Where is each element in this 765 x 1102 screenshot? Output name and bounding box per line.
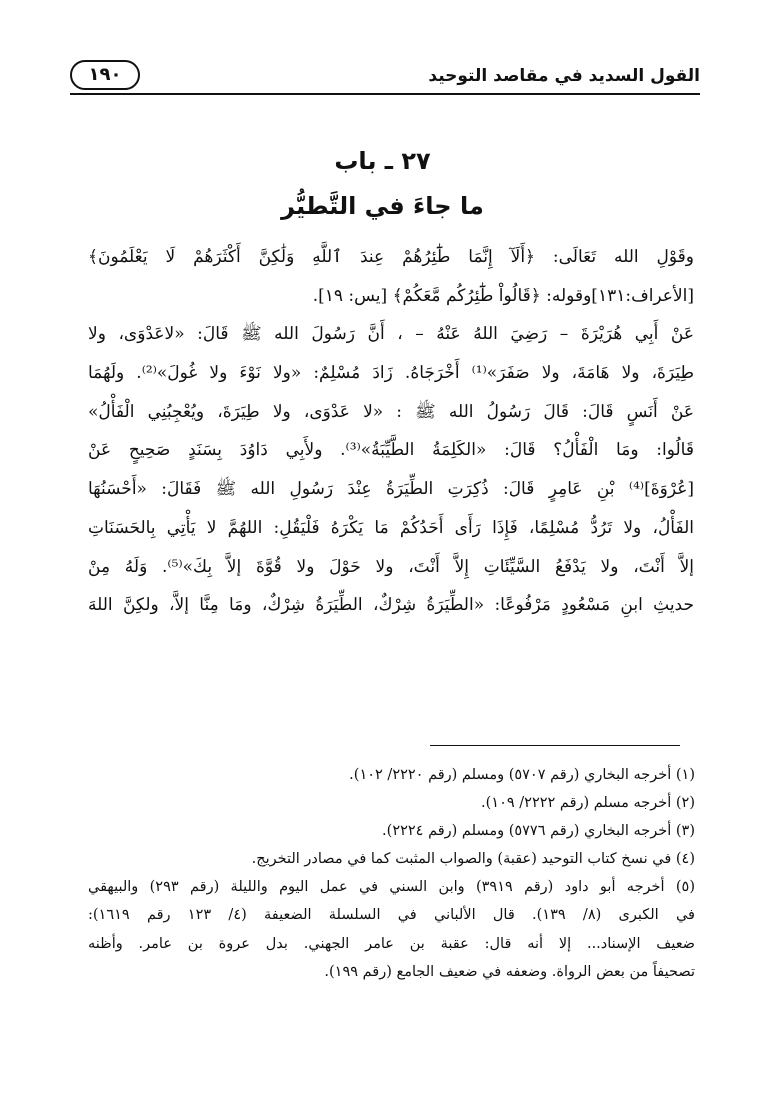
footnotes — [88, 761, 695, 986]
footnote-line: (٤) في نسخ كتاب التوحيد (عقبة) والصواب المثبت كما في مصادر التخريج. — [251, 851, 695, 868]
text-line: [عُرْوَةَ]⁽⁴⁾ بْنِ عَامِرٍ قَالَ: ذُكِرَتِ الطِّيَرَةُ عِنْدَ رَسُولِ الله ﷺ فَقَالَ: «أَحْسَنُهَا — [88, 479, 694, 500]
footnote-line: (٥) أخرجه أبو داود (رقم ٣٩١٩) وابن السني في عمل اليوم والليلة (رقم ٢٩٣) والبيهقي — [88, 879, 695, 896]
chapter-title: ما جاءَ في التَّطيُّر — [281, 192, 484, 220]
footnote-line: (٣) أخرجه البخاري (رقم ٥٧٧٦) ومسلم (رقم ٢٢٢٤). — [382, 823, 695, 840]
text-line: طِيَرَةَ، ولا هَامَةَ، ولا صَفَرَ»⁽¹⁾ أَخْرَجَاهُ. زَادَ مُسْلِمٌ: «ولا نَوْءَ ولا غُولَ»⁽²⁾. ولَهُمَا — [88, 363, 694, 384]
footnote-line: تصحيفاً من بعض الرواة. وضعفه في ضعيف الجامع (رقم ١٩٩). — [324, 963, 695, 980]
page-header — [70, 62, 700, 94]
chapter-number: ٢٧ ـ باب — [334, 147, 431, 175]
text-line: إلاَّ أَنْتَ، ولا يَدْفَعُ السَّيِّئَاتِ إِلاَّ أَنْتَ، ولا حَوْلَ ولا قُوَّةَ إلاَّ بِكَ»⁽⁵⁾. وَلَهُ مِنْ — [88, 556, 694, 577]
footnote-line: في الكبرى (٨/ ١٣٩). قال الألباني في السلسلة الضعيفة (٤/ ١٢٣ رقم ١٦١٩): — [88, 907, 695, 924]
header-rule — [70, 93, 700, 95]
footnote-line: ضعيف الإسناد... إلا أنه قال: عقبة بن عامر الجهني. بدل عروة بن عامر. وأظنه — [88, 935, 695, 952]
main-text — [88, 238, 694, 625]
text-line: [الأعراف:١٣١]وقوله: ﴿قَالُواْ طَٰٓئِرُكُم مَّعَكُمْ﴾ [يس: ١٩]. — [312, 285, 694, 306]
text-line: عَنْ أَنَسٍ قَالَ: قَالَ رَسُولُ الله ﷺ : «لا عَدْوَى، ولا طِيَرَةَ، ويُعْجِبُنِي الْفَأْلُ» — [88, 401, 694, 422]
text-line: وقَوْلِ الله تَعَالَى: ﴿أَلَآ إِنَّمَا طَٰٓئِرُهُمْ عِندَ ٱللَّهِ وَلَٰكِنَّ أَكْثَرَهُمْ لَا يَعْلَمُونَ﴾ — [88, 247, 694, 267]
footnote-line: (١) أخرجه البخاري (رقم ٥٧٠٧) ومسلم (رقم ٢٢٢٠/ ١٠٢). — [349, 767, 695, 783]
page-number-badge: ١٩٠ — [70, 60, 140, 90]
text-line: الفَأْلُ، ولا تَرُدُّ مُسْلِمًا، فَإِذَا رَأَى أَحَدُكُمْ مَا يَكْرَهُ فَلْيَقُلِ: اللهُمَّ لا يَأْتِي بِالحَسَنَاتِ — [88, 517, 694, 538]
footnote-separator — [430, 745, 680, 746]
text-line: عَنْ أَبِي هُرَيْرَةَ – رَضِيَ اللهُ عَنْهُ – ، أَنَّ رَسُولَ الله ﷺ قَالَ: «لاعَدْوَى، ولا — [88, 324, 694, 345]
text-line: قَالُوا: ومَا الْفَأْلُ؟ قَالَ: «الكَلِمَةُ الطَّيِّبَةُ»⁽³⁾. ولأَبِي دَاوُدَ بِسَنَدٍ صَحِيحٍ عَنْ — [88, 440, 694, 461]
footnote-line: (٢) أخرجه مسلم (رقم ٢٢٢٢/ ١٠٩). — [481, 795, 695, 812]
text-line: حديثِ ابنِ مَسْعُودٍ مَرْفُوعًا: «الطِّيَرَةُ شِرْكٌ، الطِّيَرَةُ شِرْكٌ، ومَا مِنَّا إلاَّ، ولكِنَّ اللهَ — [88, 595, 694, 616]
running-title: القول السديد في مقاصد التوحيد — [428, 66, 700, 86]
